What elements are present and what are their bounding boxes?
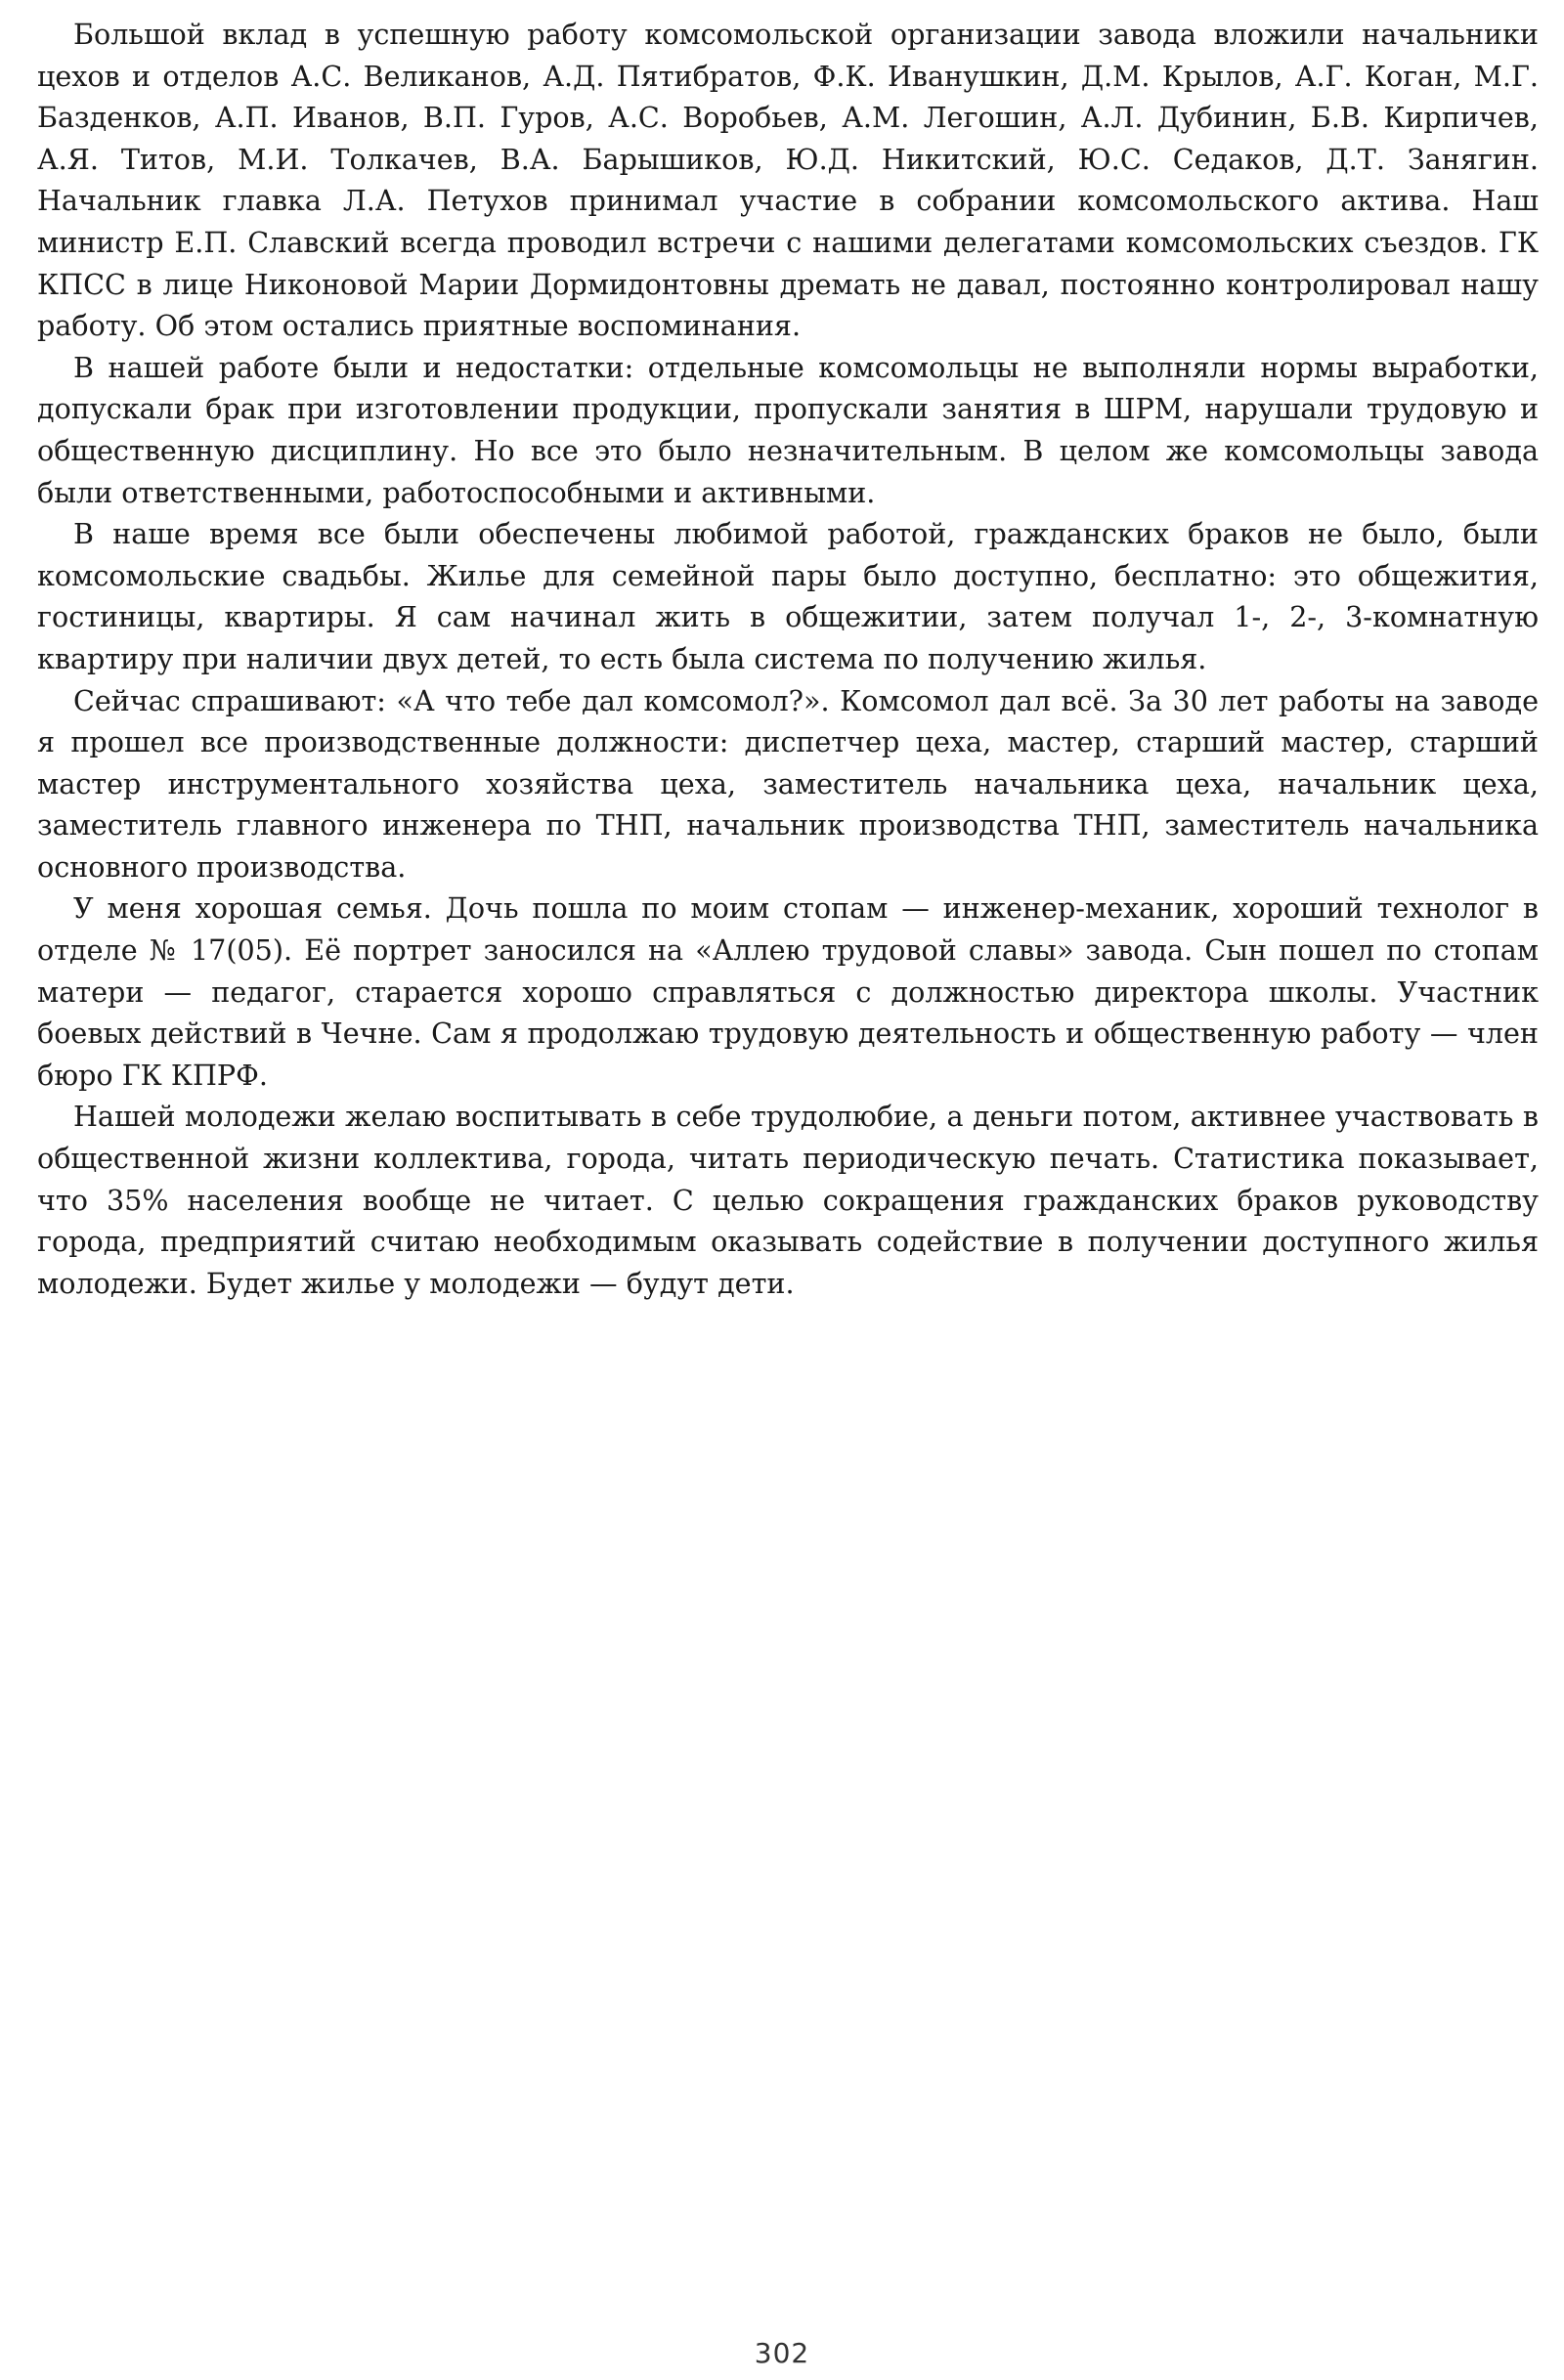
paragraph-contributors: Большой вклад в успешную работу комсомольской организации завода вложили начальники цехов и отделов А.С. Великанов, А.Д. Пятибратов, Ф.К. Иванушкин, Д.М. Крылов, А.Г. Коган, М.Г. Базденков, А.П. Иванов, В.П. Гуров, А.С. Воробьев, А.М. Легошин, А.Л. Дубинин, Б.В. Кирпичев, А.Я. Титов, М.И. Толкачев, В.А. Барышиков, Ю.Д. Никитский, Ю.С. Седаков, Д.Т. Занягин. Начальник главка Л.А. Петухов принимал участие в собрании комсомольского актива. Наш министр Е.П. Славский всегда проводил встречи с нашими делегатами комсомольских съездов. ГК КПСС в лице Никоновой Марии Дормидонтовны дремать не давал, постоянно контролировал нашу работу. Об этом остались приятные воспоминания. xyxy=(37,18,1539,343)
paragraph-shortcomings: В нашей работе были и недостатки: отдельные комсомольцы не выполняли нормы выработки, допускали брак при изготовлении продукции, пропускали занятия в ШРМ, нарушали трудовую и общественную дисциплину. Но все это было незначительным. В целом же комсомольцы завода были ответственными, работоспособными и активными. xyxy=(37,350,1539,509)
paragraph-family: У меня хорошая семья. Дочь пошла по моим стопам — инженер-механик, хороший технолог в отделе № 17(05). Её портрет заносился на «Аллею трудовой славы» завода. Сын пошел по стопам матери — педагог, старается хорошо справляться с должностью директора школы. Участник боевых действий в Чечне. Сам я продолжаю трудовую деятельность и общественную работу — член бюро ГК КПРФ. xyxy=(37,891,1539,1092)
page-number: 302 xyxy=(754,2337,810,2369)
paragraph-career: Сейчас спрашивают: «А что тебе дал комсомол?». Комсомол дал всё. За 30 лет работы на заводе я прошел все производственные должности: диспетчер цеха, мастер, старший мастер, старший мастер инструментального хозяйства цеха, заместитель начальника цеха, начальник цеха, заместитель главного инженера по ТНП, начальник производства ТНП, заместитель начальника основного производства. xyxy=(37,683,1539,884)
paragraph-advice: Нашей молодежи желаю воспитывать в себе трудолюбие, а деньги потом, активнее участвовать в общественной жизни коллектива, города, читать периодическую печать. Статистика показывает, что 35% населения вообще не читает. С целью сокращения гражданских браков руководству города, предприятий считаю необходимым оказывать содействие в получении доступного жилья молодежи. Будет жилье у молодежи — будут дети. xyxy=(37,1100,1539,1300)
page-body-text xyxy=(37,14,1539,1304)
paragraph-housing: В наше время все были обеспечены любимой работой, гражданских браков не было, были комсомольские свадьбы. Жилье для семейной пары было доступно, бесплатно: это общежития, гостиницы, квартиры. Я сам начинал жить в общежитии, затем получал 1-, 2-, 3-комнатную квартиру при наличии двух детей, то есть была система по получению жилья. xyxy=(37,517,1539,675)
